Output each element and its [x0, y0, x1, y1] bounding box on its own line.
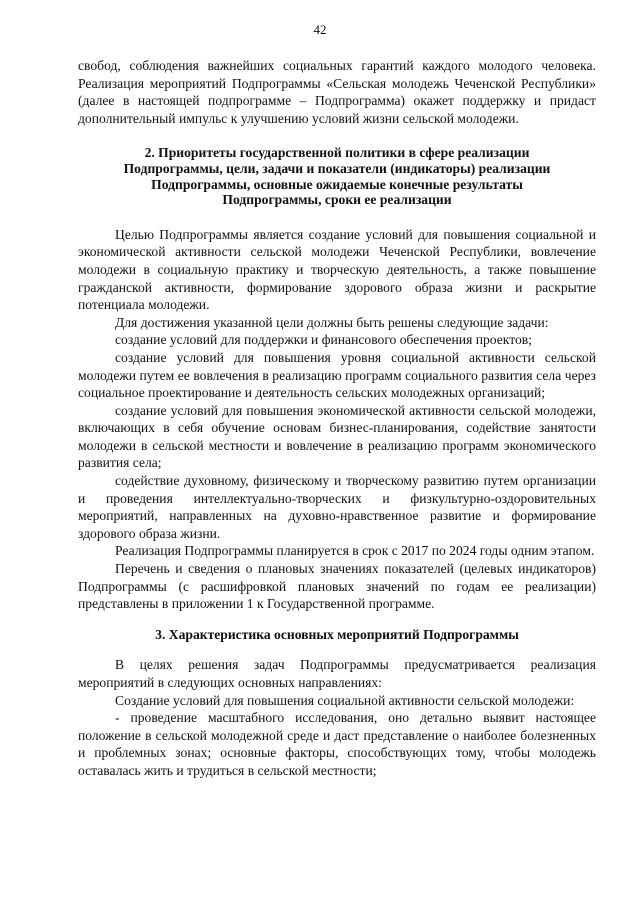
section-2-body — [78, 226, 596, 613]
goal-paragraph: Целью Подпрограммы является создание условий для повышения социальной и экономической активности сельской молодежи Чеченской Республики, вовлечение молодежи в социальную практику и творческую деятельность, а также повышение гражданской активности, формирование здорового образа жизни и раскрытие потенциала молодежи. — [78, 226, 596, 313]
spacer — [78, 642, 596, 656]
task-item: создание условий для повышения экономической активности сельской молодежи, включающих в себя обучение основам бизнес-планирования, содействие занятости молодежи в сельской местности и вовлечение в реализацию программ экономического развития села; — [78, 402, 596, 471]
timeline-paragraph: Реализация Подпрограммы планируется в срок с 2017 по 2024 годы одним этапом. — [115, 543, 595, 559]
tasks-intro-paragraph: Для достижения указанной цели должны быть решены следующие задачи: — [115, 314, 549, 330]
spacer — [78, 613, 596, 627]
indicators-paragraph: Перечень и сведения о плановых значениях показателей (целевых индикаторов) Подпрограммы (с расшифровкой плановых значений по годам ее реализации) представлены в приложении 1 к Государственной программе. — [78, 561, 596, 612]
spacer — [78, 208, 596, 226]
section-3-heading: 3. Характеристика основных мероприятий Подпрограммы — [155, 626, 519, 642]
page-content — [78, 57, 596, 780]
page-number: 42 — [313, 22, 327, 37]
intro-paragraph: свобод, соблюдения важнейших социальных гарантий каждого молодого человека. Реализация мероприятий Подпрограммы «Сельская молодежь Чеченской Республики» (далее в настоящей подпрограмме – Подпрограмма) окажет поддержку и придаст дополнительный импульс к улучшению условий жизни сельской молодежи. — [78, 58, 596, 126]
task-item: содействие духовному, физическому и творческому развитию путем организации и проведения интеллектуально-творческих и физкультурно-оздоровительных мероприятий, направленных на духовно-нравственное развитие и формирование здорового образа жизни. — [78, 473, 596, 541]
section-2-heading-line: Подпрограммы, сроки ее реализации — [222, 192, 452, 208]
section-2-heading-line: Подпрограммы, основные ожидаемые конечные результаты — [151, 176, 523, 192]
section-2-heading-line: 2. Приоритеты государственной политики в сфере реализации — [144, 145, 530, 161]
section-2-heading-line: Подпрограммы, цели, задачи и показатели (индикаторы) реализации — [123, 160, 551, 176]
directions-intro-paragraph: В целях решения задач Подпрограммы предусматривается реализация мероприятий в следующих основных направлениях: — [78, 657, 596, 690]
task-item: создание условий для поддержки и финансового обеспечения проектов; — [115, 332, 532, 348]
section-2-heading — [78, 145, 596, 207]
task-item: создание условий для повышения уровня социальной активности сельской молодежи путем ее вовлечения в реализацию программ социального развития села через социальное проектирование и деятельность сельских молодежных организаций; — [78, 349, 596, 401]
spacer — [78, 127, 596, 145]
direction-heading-paragraph: Создание условий для повышения социальной активности сельской молодежи: — [115, 692, 575, 708]
section-3-body — [78, 656, 596, 779]
list-item: - проведение масштабного исследования, оно детально выявит настоящее положение в сельской молодежной среде и даст представление о наиболее болезненных и проблемных зонах; основные факторы, способствующих тому, чтобы молодежь оставалась жить и трудиться в сельской местности; — [78, 710, 596, 778]
